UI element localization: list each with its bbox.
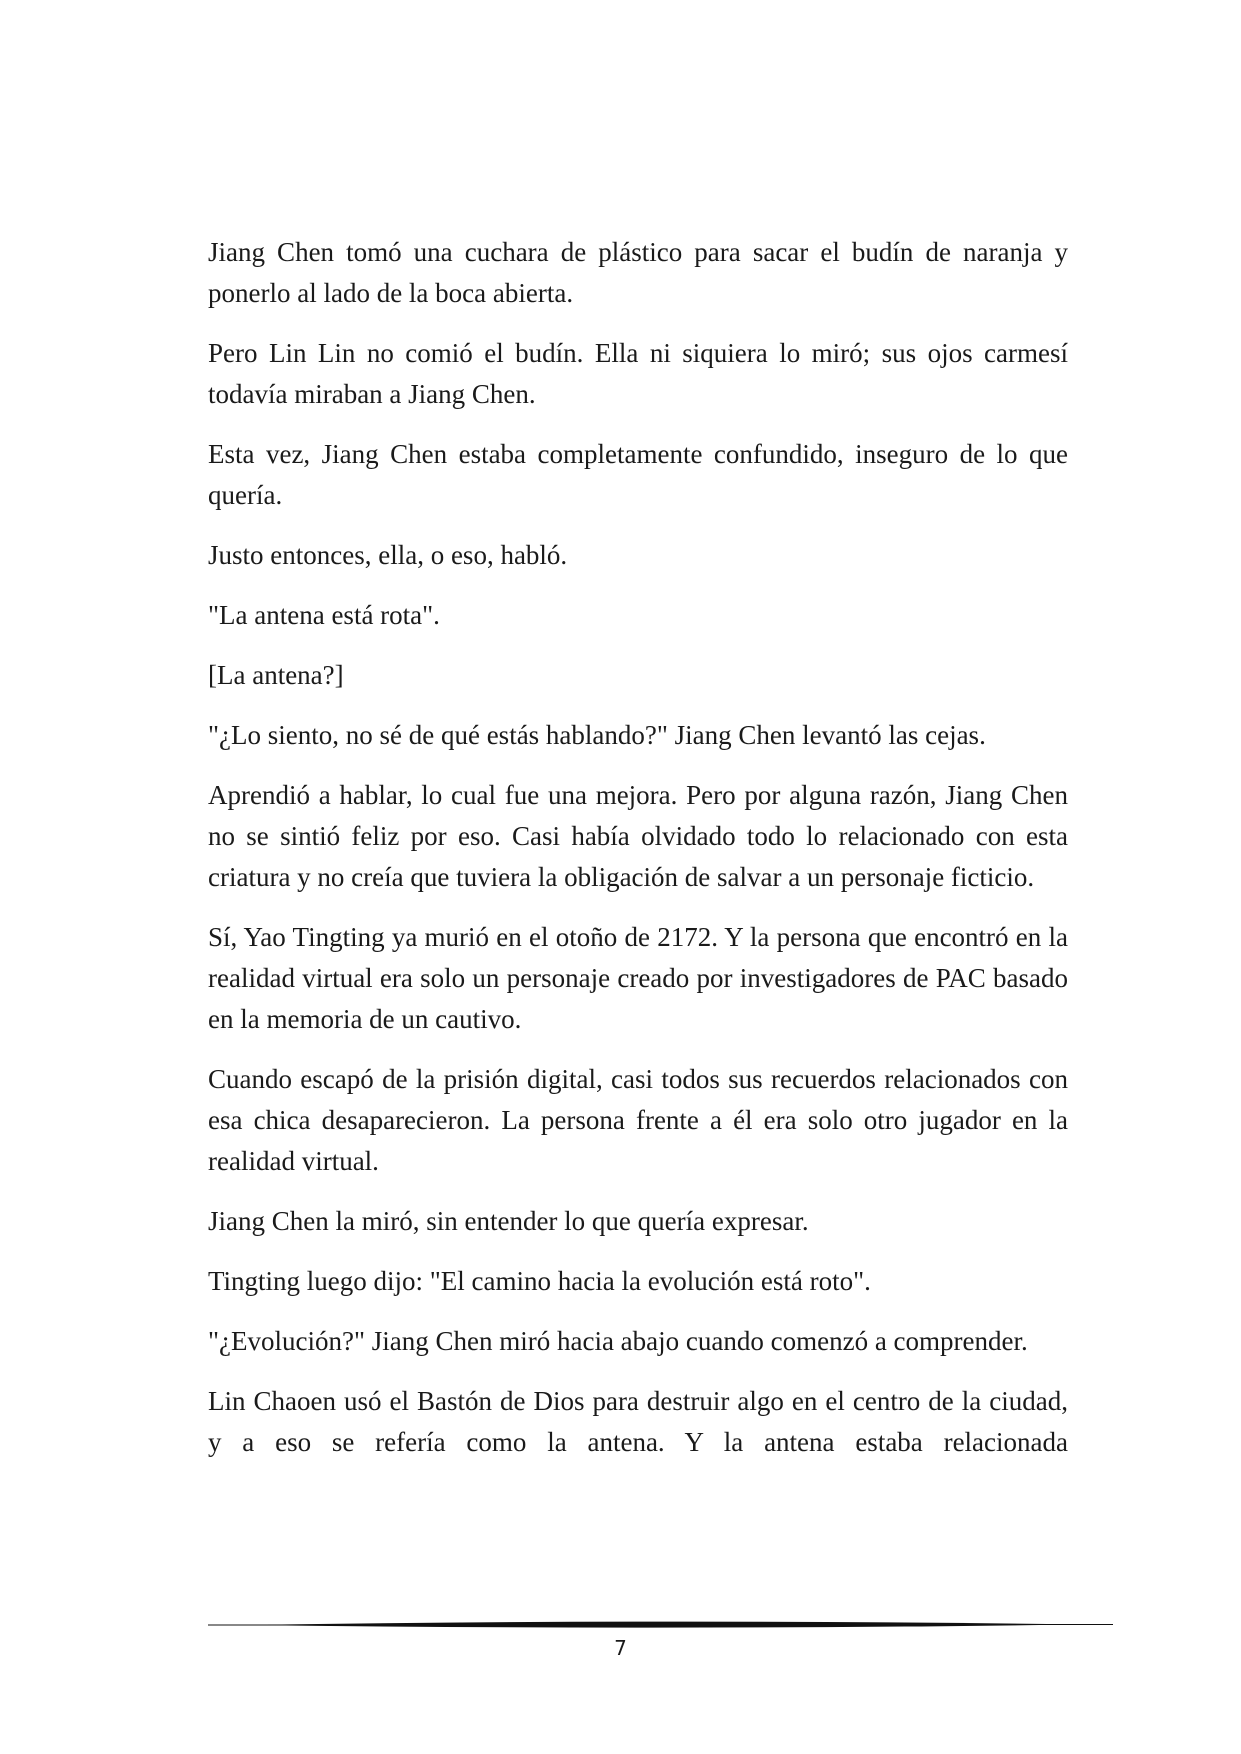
footer-divider-line (208, 1618, 1113, 1632)
page-number: 7 (614, 1636, 627, 1660)
paragraph-2: Pero Lin Lin no comió el budín. Ella ni siquiera lo miró; sus ojos carmesí todavía miraban a Jiang Chen. (208, 338, 1068, 409)
footer-divider (208, 1618, 1113, 1632)
paragraph-11: Jiang Chen la miró, sin entender lo que quería expresar. (208, 1206, 809, 1236)
paragraph-5: "La antena está rota". (208, 600, 440, 630)
paragraph-7: "¿Lo siento, no sé de qué estás hablando?" Jiang Chen levantó las cejas. (208, 720, 986, 750)
paragraph-3: Esta vez, Jiang Chen estaba completamente confundido, inseguro de lo que quería. (208, 439, 1068, 510)
paragraph-14: Lin Chaoen usó el Bastón de Dios para destruir algo en el centro de la ciudad, y a eso se refería como la antena. Y la antena estaba relacionada (208, 1386, 1068, 1457)
paragraph-9: Sí, Yao Tingting ya murió en el otoño de 2172. Y la persona que encontró en la realidad virtual era solo un personaje creado por investigadores de PAC basado en la memoria de un cautivo. (208, 922, 1068, 1034)
paragraph-6: [La antena?] (208, 660, 344, 690)
paragraph-13: "¿Evolución?" Jiang Chen miró hacia abajo cuando comenzó a comprender. (208, 1326, 1028, 1356)
page-body (208, 232, 1068, 1482)
paragraph-8: Aprendió a hablar, lo cual fue una mejora. Pero por alguna razón, Jiang Chen no se sintió feliz por eso. Casi había olvidado todo lo relacionado con esta criatura y no creía que tuviera la obligación de salvar a un personaje ficticio. (208, 780, 1068, 892)
paragraph-10: Cuando escapó de la prisión digital, casi todos sus recuerdos relacionados con esa chica desaparecieron. La persona frente a él era solo otro jugador en la realidad virtual. (208, 1064, 1068, 1176)
paragraph-4: Justo entonces, ella, o eso, habló. (208, 540, 568, 570)
paragraph-1: Jiang Chen tomó una cuchara de plástico para sacar el budín de naranja y ponerlo al lado de la boca abierta. (208, 237, 1068, 308)
paragraph-12: Tingting luego dijo: "El camino hacia la evolución está roto". (208, 1266, 871, 1296)
